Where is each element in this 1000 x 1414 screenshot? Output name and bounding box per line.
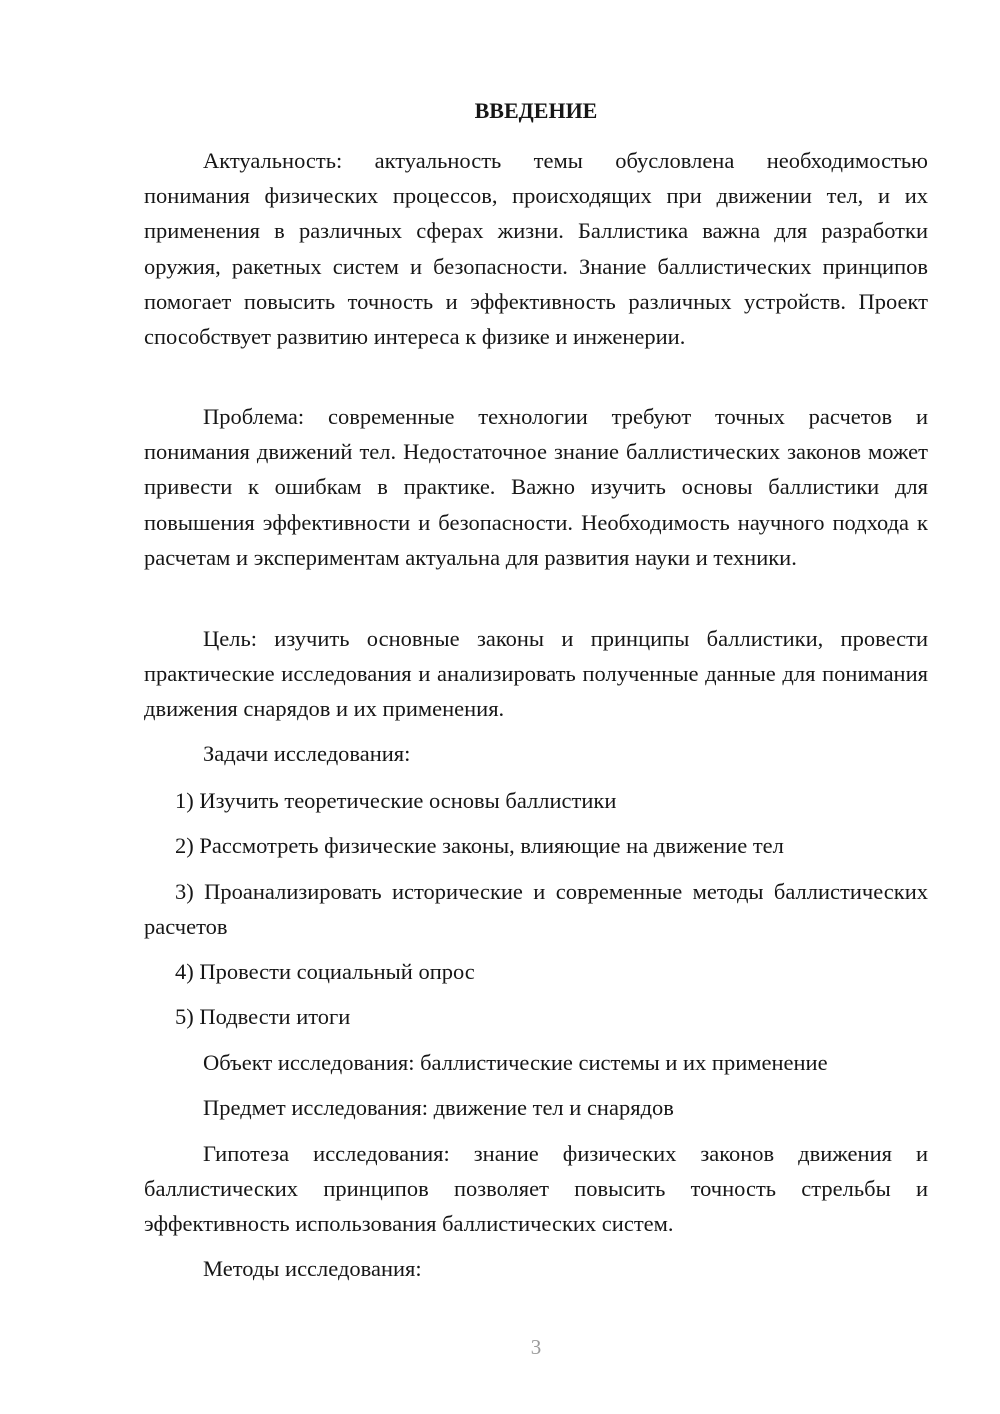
paragraph-object: Объект исследования: баллистические системы и их применение xyxy=(203,1050,828,1075)
page-title: ВВЕДЕНИЕ xyxy=(474,98,598,123)
task-item-1: 1) Изучить теоретические основы баллистики xyxy=(175,788,617,813)
paragraph-subject: Предмет исследования: движение тел и снарядов xyxy=(203,1095,674,1120)
task-item-3: 3) Проанализировать исторические и современные методы баллистических расчетов xyxy=(144,879,928,940)
tasks-heading: Задачи исследования: xyxy=(203,741,411,766)
methods-heading: Методы исследования: xyxy=(203,1256,422,1281)
page-number: 3 xyxy=(530,1335,542,1359)
paragraph-goal: Цель: изучить основные законы и принципы баллистики, провести практические исследования и анализировать полученные данные для понимания движения снарядов и их применения. xyxy=(144,626,928,722)
paragraph-relevance: Актуальность: актуальность темы обусловлена необходимостью понимания физических процессов, происходящих при движении тел, и их применения в различных сферах жизни. Баллистика важна для разработки оружия, ракетных систем и безопасности. Знание баллистических принципов помогает повысить точность и эффективность различных устройств. Проект способствует развитию интереса к физике и инженерии. xyxy=(144,148,928,350)
task-item-2: 2) Рассмотреть физические законы, влияющие на движение тел xyxy=(175,833,784,858)
task-item-5: 5) Подвести итоги xyxy=(175,1004,351,1029)
paragraph-problem: Проблема: современные технологии требуют точных расчетов и понимания движений тел. Недостаточное знание баллистических законов может привести к ошибкам в практике. Важно изучить основы баллистики для повышения эффективности и безопасности. Необходимость научного подхода к расчетам и экспериментам актуальна для развития науки и техники. xyxy=(144,404,928,570)
task-item-4: 4) Провести социальный опрос xyxy=(175,959,475,984)
paragraph-hypothesis: Гипотеза исследования: знание физических законов движения и баллистических принципов позволяет повысить точность стрельбы и эффективность использования баллистических систем. xyxy=(144,1141,928,1237)
